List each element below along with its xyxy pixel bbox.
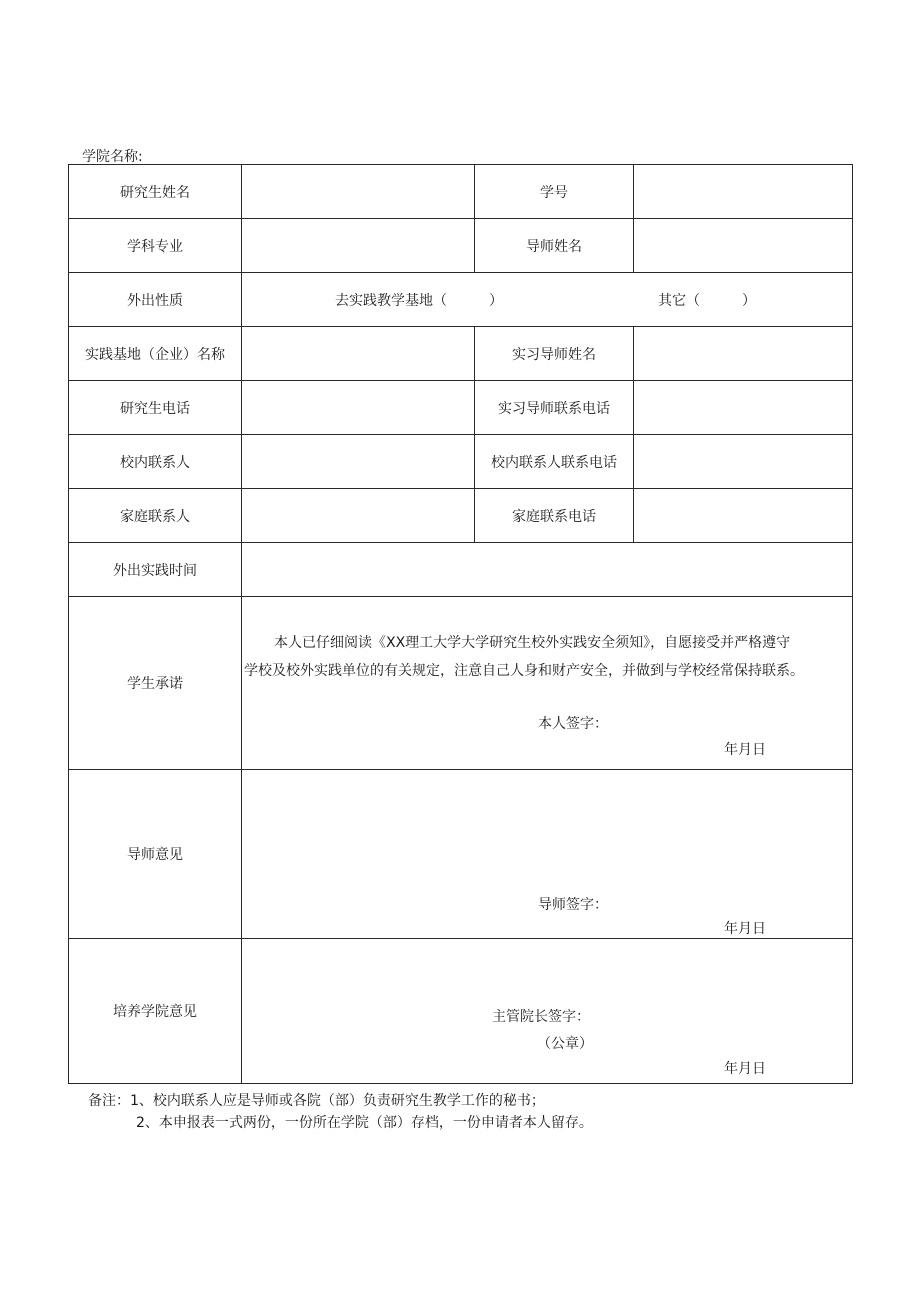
row-student-promise [69,597,853,770]
supervisor-name-field[interactable] [634,219,853,273]
row-practice-time [69,543,853,597]
student-id-field[interactable] [634,165,853,219]
row-nature [69,273,853,327]
campus-contact-phone-field[interactable] [634,435,853,489]
row-student-phone [69,381,853,435]
nature-option-practice-base[interactable]: 去实践教学基地（ ） [335,293,503,309]
nature-label: 外出性质 [69,273,242,327]
intern-supervisor-field[interactable] [634,327,853,381]
college-opinion-label: 培养学院意见 [69,939,242,1084]
dean-signature-label: 主管院长签字： [492,1009,590,1025]
campus-contact-phone-label: 校内联系人联系电话 [475,435,634,489]
supervisor-opinion-label: 导师意见 [69,770,242,939]
application-form-table [68,164,853,1084]
student-signature-label: 本人签字： [538,716,608,732]
student-id-label: 学号 [475,165,634,219]
note-line-2: 2、本申报表一式两份，一份所在学院（部）存档，一份申请者本人留存。 [136,1115,593,1131]
base-name-label: 实践基地（企业）名称 [69,327,242,381]
student-name-label: 研究生姓名 [69,165,242,219]
college-date-label: 年月日 [724,1061,766,1077]
major-field[interactable] [242,219,475,273]
supervisor-date-label: 年月日 [724,921,766,937]
nature-option-other[interactable]: 其它（ ） [658,293,756,309]
family-contact-field[interactable] [242,489,475,543]
nature-options-cell [242,273,853,327]
supervisor-opinion-cell[interactable] [242,770,853,939]
promise-text-line2: 学校及校外实践单位的有关规定，注意自己人身和财产安全，并做到与学校经常保持联系。 [244,663,804,679]
note-line-1: 备注：1、校内联系人应是导师或各院（部）负责研究生教学工作的秘书； [88,1093,545,1109]
student-name-field[interactable] [242,165,475,219]
intern-supervisor-label: 实习导师姓名 [475,327,634,381]
supervisor-name-label: 导师姓名 [475,219,634,273]
intern-supervisor-phone-field[interactable] [634,381,853,435]
row-supervisor-opinion [69,770,853,939]
college-name-label: 学院名称: [82,149,143,165]
promise-cell [242,597,853,770]
promise-label: 学生承诺 [69,597,242,770]
row-family-contact [69,489,853,543]
family-contact-phone-label: 家庭联系电话 [475,489,634,543]
family-contact-label: 家庭联系人 [69,489,242,543]
row-campus-contact [69,435,853,489]
notes-section [88,1090,593,1134]
promise-text-line1: 本人已仔细阅读《XX理工大学大学研究生校外实践安全须知》，自愿接受并严格遵守 [274,635,791,651]
row-base-name [69,327,853,381]
row-student-name [69,165,853,219]
intern-supervisor-phone-label: 实习导师联系电话 [475,381,634,435]
practice-time-field[interactable] [242,543,853,597]
base-name-field[interactable] [242,327,475,381]
campus-contact-field[interactable] [242,435,475,489]
family-contact-phone-field[interactable] [634,489,853,543]
college-opinion-cell[interactable] [242,939,853,1084]
row-college-opinion [69,939,853,1084]
campus-contact-label: 校内联系人 [69,435,242,489]
major-label: 学科专业 [69,219,242,273]
supervisor-signature-label: 导师签字： [538,897,608,913]
student-phone-label: 研究生电话 [69,381,242,435]
row-major [69,219,853,273]
student-phone-field[interactable] [242,381,475,435]
official-seal-label: （公章） [537,1036,593,1052]
student-date-label: 年月日 [724,742,766,758]
practice-time-label: 外出实践时间 [69,543,242,597]
